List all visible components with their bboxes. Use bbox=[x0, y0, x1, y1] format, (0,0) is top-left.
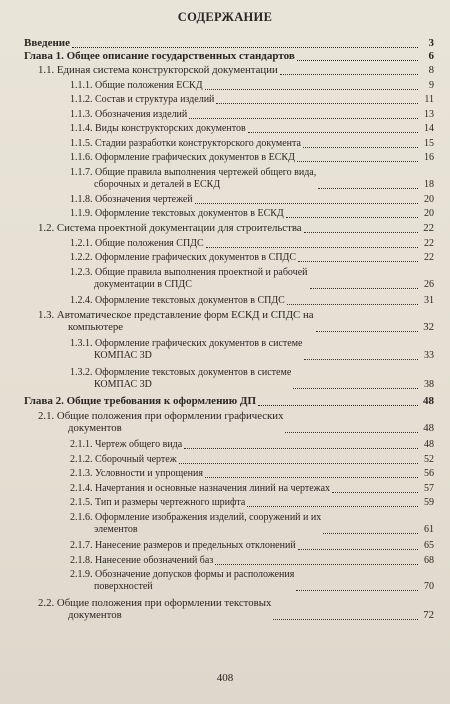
toc-entry bbox=[24, 194, 434, 206]
dot-leader bbox=[179, 462, 418, 464]
toc-entry-title: 2.1.7. Нанесение размеров и предельных отклонений bbox=[70, 540, 296, 551]
toc-entry-title: 2.1.4. Начертания и основные назначения линий на чертежах bbox=[70, 483, 331, 494]
toc-entry bbox=[24, 51, 434, 63]
toc-entry-title: 1.1. Единая система конструкторской документации bbox=[38, 64, 278, 76]
dot-leader bbox=[258, 404, 418, 406]
dot-leader bbox=[205, 476, 418, 478]
dot-leader bbox=[297, 160, 418, 162]
toc-entry-title: 2.1.1. Чертеж общего вида bbox=[70, 439, 183, 450]
toc-entry bbox=[24, 252, 434, 264]
toc-entry-title: Введение bbox=[24, 37, 71, 49]
dot-leader bbox=[310, 287, 419, 289]
toc-entry bbox=[24, 540, 434, 552]
toc-entry bbox=[24, 109, 434, 121]
dot-leader bbox=[189, 117, 418, 119]
dot-leader bbox=[285, 431, 418, 433]
toc-entry-title: документов bbox=[68, 421, 122, 434]
dot-leader bbox=[215, 563, 418, 565]
toc-entry-page: 22 bbox=[424, 238, 434, 249]
toc-entry-page: 48 bbox=[423, 421, 434, 434]
toc-entry-title: 1.1.3. Обозначения изделий bbox=[70, 109, 188, 120]
toc-entry-title: сборочных и деталей в ЕСКД bbox=[94, 178, 221, 190]
toc-entry-title: 1.1.5. Стадии разработки конструкторского документа bbox=[70, 138, 301, 149]
dot-leader bbox=[184, 447, 418, 449]
toc-entry bbox=[24, 555, 434, 567]
toc-entry bbox=[24, 80, 434, 92]
toc-entry bbox=[24, 512, 434, 536]
toc-entry-page: 61 bbox=[424, 523, 434, 535]
dot-leader bbox=[273, 618, 418, 620]
toc-entry bbox=[24, 267, 434, 291]
toc-entry bbox=[24, 167, 434, 191]
toc-entry-title: 1.2.4. Оформление текстовых документов в СПДС bbox=[70, 295, 285, 306]
toc-entry-title: 1.3. Автоматическое представление форм ЕСКД и СПДС на bbox=[38, 309, 314, 321]
toc-entry bbox=[24, 439, 434, 451]
toc-entry-title: 1.1.9. Оформление текстовых документов в ЕСКД bbox=[70, 208, 284, 219]
dot-leader bbox=[216, 102, 418, 104]
dot-leader bbox=[304, 358, 418, 360]
dot-leader bbox=[280, 73, 418, 75]
dot-leader bbox=[195, 202, 418, 204]
toc-entry-title: 2.1.9. Обозначение допусков формы и расположения bbox=[70, 569, 295, 580]
toc-entry-page: 8 bbox=[428, 64, 434, 76]
toc-entry-page: 13 bbox=[424, 109, 434, 120]
toc-entry-title: 2.1.5. Тип и размеры чертежного шрифта bbox=[70, 497, 246, 508]
toc-entry-title: 1.1.6. Оформление графических документов в ЕСКД bbox=[70, 152, 295, 163]
toc-entry-page: 32 bbox=[423, 320, 434, 333]
toc-entry-page: 22 bbox=[424, 252, 434, 263]
toc-entry-page: 70 bbox=[424, 580, 434, 592]
toc-entry-title: 1.2.1. Общие положения СПДС bbox=[70, 238, 204, 249]
dot-leader bbox=[293, 387, 418, 389]
toc-entry-page: 33 bbox=[424, 349, 434, 361]
toc-entry-page: 48 bbox=[424, 439, 434, 450]
dot-leader bbox=[303, 146, 418, 148]
toc-entry-page: 57 bbox=[424, 483, 434, 494]
toc-entry-page: 3 bbox=[428, 37, 434, 49]
toc-entry-page: 15 bbox=[424, 138, 434, 149]
toc-entry-title: элементов bbox=[94, 523, 138, 535]
toc-entry-page: 20 bbox=[424, 208, 434, 219]
toc-entry-title: 2.1.2. Сборочный чертеж bbox=[70, 454, 177, 465]
toc-entry bbox=[24, 310, 434, 334]
toc-entry-page: 68 bbox=[424, 555, 434, 566]
toc-entry-page: 65 bbox=[424, 540, 434, 551]
toc-entry bbox=[24, 123, 434, 135]
dot-leader bbox=[318, 187, 418, 189]
dot-leader bbox=[304, 231, 418, 233]
toc-entry-title: КОМПАС 3D bbox=[94, 349, 152, 361]
toc-entry bbox=[24, 223, 434, 235]
toc-entry-page: 11 bbox=[424, 94, 434, 105]
toc-entry-page: 72 bbox=[423, 608, 434, 621]
toc-entry-title: Глава 1. Общее описание государственных стандартов bbox=[24, 50, 295, 62]
toc-entry-page: 56 bbox=[424, 468, 434, 479]
toc-entry-title: 2.2. Общие положения при оформлении текстовых bbox=[38, 597, 272, 609]
dot-leader bbox=[316, 330, 418, 332]
toc-entry-page: 20 bbox=[424, 194, 434, 205]
dot-leader bbox=[298, 548, 418, 550]
toc-entry-title: КОМПАС 3D bbox=[94, 378, 152, 390]
toc-entry bbox=[24, 396, 434, 408]
dot-leader bbox=[287, 303, 418, 305]
dot-leader bbox=[296, 589, 418, 591]
page-number: 408 bbox=[216, 672, 234, 684]
toc-entry-page: 31 bbox=[424, 295, 434, 306]
toc-entry-page: 14 bbox=[424, 123, 434, 134]
toc-entry-title: 1.2.2. Оформление графических документов в СПДС bbox=[70, 252, 297, 263]
dot-leader bbox=[286, 216, 418, 218]
toc-entry bbox=[24, 138, 434, 150]
toc-entry bbox=[24, 367, 434, 391]
toc-entry-title: 1.1.8. Обозначения чертежей bbox=[70, 194, 193, 205]
toc-entry bbox=[24, 238, 434, 250]
toc-entry-page: 18 bbox=[424, 178, 434, 190]
toc-entry-title: поверхностей bbox=[94, 580, 153, 592]
dot-leader bbox=[332, 491, 418, 493]
toc-entry-title: 1.2. Система проектной документации для строительства bbox=[38, 222, 302, 234]
dot-leader bbox=[248, 131, 418, 133]
toc-entry-title: Глава 2. Общие требования к оформлению ДП bbox=[24, 395, 257, 407]
toc-entry bbox=[24, 208, 434, 220]
toc-entry bbox=[24, 497, 434, 509]
toc-entry-page: 59 bbox=[424, 497, 434, 508]
toc-entry bbox=[24, 38, 434, 50]
toc-entry-page: 26 bbox=[424, 278, 434, 290]
toc-entry bbox=[24, 411, 434, 435]
dot-leader bbox=[298, 260, 418, 262]
toc-entry-title: 1.1.7. Общие правила выполнения чертежей общего вида, bbox=[70, 167, 317, 178]
toc-entry-title: 1.1.1. Общие положения ЕСКД bbox=[70, 80, 203, 91]
toc-entry bbox=[24, 94, 434, 106]
toc-entry-title: компьютере bbox=[68, 320, 124, 333]
toc-entry-page: 22 bbox=[423, 222, 434, 234]
toc-entry bbox=[24, 454, 434, 466]
toc-entry-page: 9 bbox=[429, 80, 434, 91]
toc-entry bbox=[24, 569, 434, 593]
page-title: СОДЕРЖАНИЕ bbox=[177, 10, 273, 24]
toc-entry-page: 6 bbox=[428, 50, 434, 62]
dot-leader bbox=[72, 46, 418, 48]
toc-entry-title: документов bbox=[68, 608, 122, 621]
toc-entry bbox=[24, 468, 434, 480]
toc-entry-title: 1.3.2. Оформление текстовых документов в системе bbox=[70, 367, 292, 378]
toc-entry-title: 2.1.3. Условности и упрощения bbox=[70, 468, 203, 479]
toc-entry bbox=[24, 338, 434, 362]
toc-entry bbox=[24, 295, 434, 307]
dot-leader bbox=[323, 532, 418, 534]
dot-leader bbox=[206, 246, 418, 248]
toc-entry-page: 52 bbox=[424, 454, 434, 465]
toc-entry-title: 1.2.3. Общие правила выполнения проектной и рабочей bbox=[70, 267, 308, 278]
toc-entry-page: 38 bbox=[424, 378, 434, 390]
toc-entry-title: 1.1.2. Состав и структура изделий bbox=[70, 94, 215, 105]
toc-entry-title: 2.1.8. Нанесение обозначений баз bbox=[70, 555, 214, 566]
toc-entry bbox=[24, 483, 434, 495]
toc-entry-title: 1.3.1. Оформление графических документов в системе bbox=[70, 338, 303, 349]
toc-entry bbox=[24, 598, 434, 622]
toc-entry-title: 2.1.6. Оформление изображения изделий, сооружений и их bbox=[70, 512, 322, 523]
dot-leader bbox=[297, 59, 418, 61]
toc-entry-page: 16 bbox=[424, 152, 434, 163]
dot-leader bbox=[247, 505, 418, 507]
toc-entry bbox=[24, 65, 434, 77]
toc-entry-title: 1.1.4. Виды конструкторских документов bbox=[70, 123, 246, 134]
toc-entry-title: документации в СПДС bbox=[94, 278, 192, 290]
dot-leader bbox=[205, 88, 418, 90]
toc-entry bbox=[24, 152, 434, 164]
toc-entry-title: 2.1. Общие положения при оформлении графических bbox=[38, 410, 284, 422]
toc-entry-page: 48 bbox=[423, 395, 434, 407]
